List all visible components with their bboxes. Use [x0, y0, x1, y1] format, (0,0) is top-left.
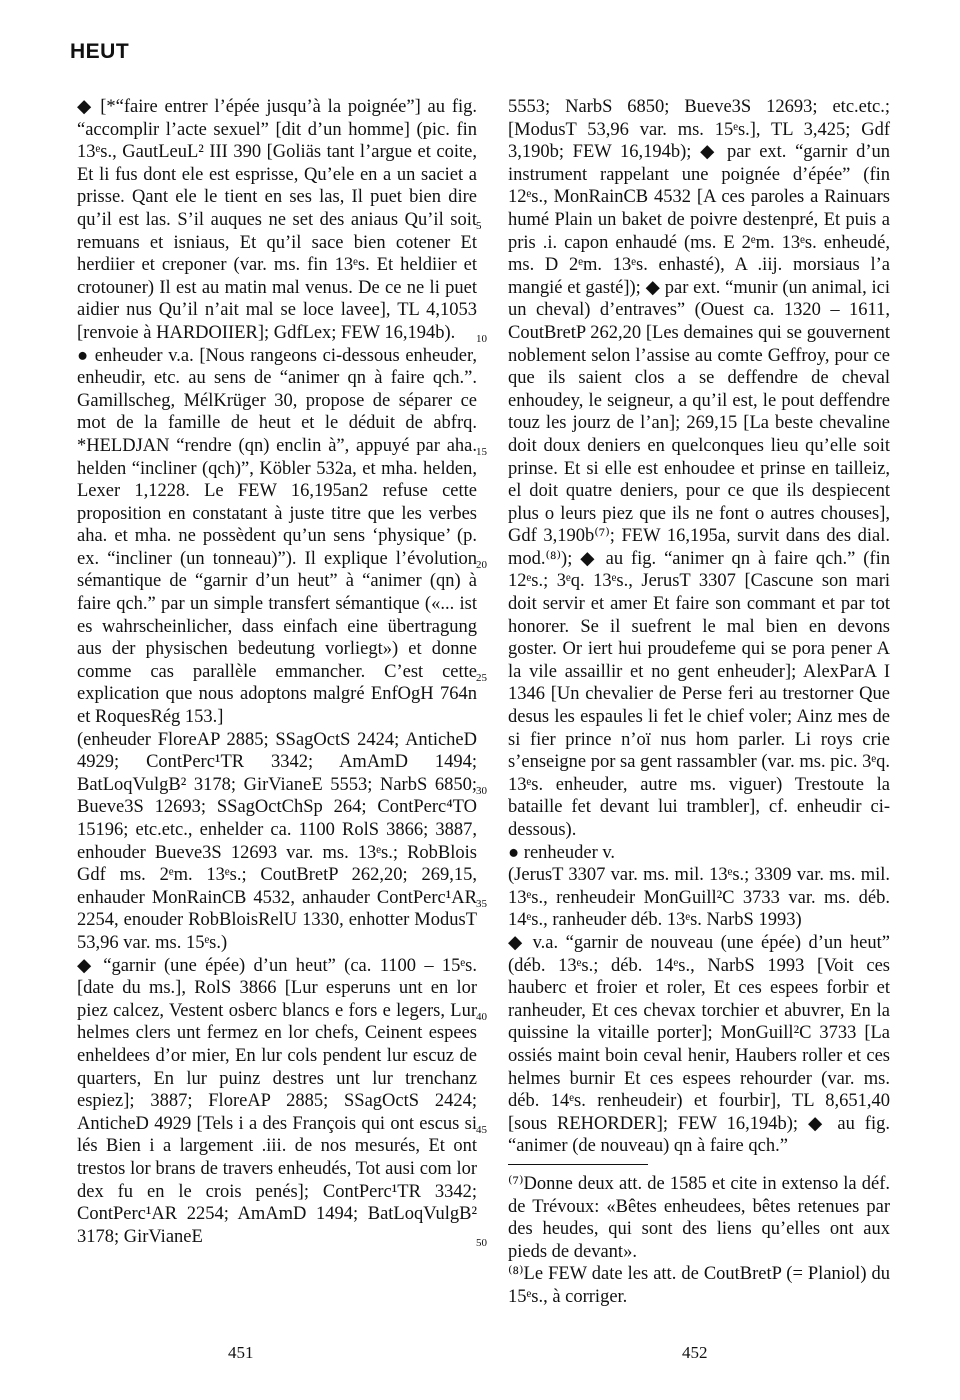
running-head: HEUT: [70, 40, 130, 63]
footnote-7: ⁽⁷⁾Donne deux att. de 1585 et cite in extenso la déf. de Trévoux: «Bêtes enheudees, bêtes retenues par des heudes, qui sont des liens qu’elles ont aux pieds de devant».: [508, 1173, 890, 1262]
footnote-8: ⁽⁸⁾Le FEW date les att. de CoutBretP (= Planiol) du 15ᵉs., à corriger.: [508, 1264, 890, 1307]
footnote-rule: [508, 1164, 648, 1165]
left-paragraph-1: ◆ [*“faire entrer l’épée jusqu’à la poignée”] au fig. “accomplir l’acte sexuel” [dit d’un homme] (pic. fin 13ᵉs., GautLeuL² III 390 [Goliäs tant l’argue et coite, Et li fus dont ele est esprisse, Qu’ele en a un saciet a prisse. Qant ele le tient en ses las, Il puet bien dire qu’il est las. S’il auques ne set des aniaus Qu’il soit remuans et isniaus, Et qu’il sace bien cotener Et herdiier et creponer (var. ms. fin 13ᵉs. Et heldiier et crotouner) Il est au matin mal venus. De ce ne li puet aidier nus Qu’il n’ait mal se loce lavee], TL 4,1053 [renvoie à HARDOIIER]; GdfLex; FEW 16,194b).: [77, 97, 477, 343]
left-paragraph-3: (enheuder FloreAP 2885; SSagOctS 2424; AnticheD 4929; ContPerc¹TR 3342; AmAmD 1494; BatLoqVulgB² 3178; GirVianeE 5553; NarbS 6850; Bueve3S 12693; SSagOctChSp 264; ContPerc⁴TO 15196; etc.etc., enhelder ca. 1100 RolS 3866; 3887, enhouder Bueve3S 12693 var. ms. 13ᵉs.; RobBlois Gdf ms. 2ᵉm. 13ᵉs.; CoutBretP 262,20; 269,15, enhauder MonRainCB 4532, anhauder ContPerc¹AR 2254, enouder RobBloisRelU 1330, enhotter ModusT 53,96 var. ms. 15ᵉs.): [77, 729, 477, 953]
right-paragraph-2: ● renheuder v.: [508, 842, 616, 863]
left-column: [77, 96, 477, 1248]
line-number: 5: [476, 220, 482, 232]
line-number: 15: [476, 446, 487, 458]
line-number: 20: [476, 559, 487, 571]
page-number-left: 451: [228, 1343, 254, 1362]
line-number: 40: [476, 1011, 487, 1023]
left-paragraph-2: ● enheuder v.a. [Nous rangeons ci-dessous enheuder, enheudir, etc. au sens de “animer qn à faire qch.”. Gamillscheg, MélKrüger 30, propose de séparer ce mot de la famille de heut et le déduit de abfrq. *HELDJAN “rendre (qn) enclin à”, appuyé par aha. helden “incliner (qch)”, Köbler 532a, et mha. helden, Lexer 1,1228. Le FEW 16,195an2 refuse cette proposition en constatant à juste titre que les verbes aha. et mha. ne possèdent qu’un sens ‘physique’ (p. ex. “incliner (un tonneau)”). Il explique l’évolution sémantique de “garnir d’un heut” à “animer (qn) à faire qch.” par un simple transfert sémantique («... ist es wahrscheinlicher, dass einfach eine übertragung aus der physischen bedeutung vorliegt») et donne comme cas parallèle emmancher. C’est cette explication que nous adoptons malgré EnfOgH 764n et RoquesRég 153.]: [77, 345, 477, 728]
line-number: 50: [476, 1237, 487, 1249]
right-paragraph-3: (JerusT 3307 var. ms. mil. 13ᵉs.; 3309 var. ms. mil. 13ᵉs., renheudeir MonGuill²C 3733 var. ms. déb. 14ᵉs., ranheuder déb. 13ᵉs. NarbS 1993): [508, 865, 890, 931]
right-column: [508, 96, 890, 1308]
right-paragraph-4: ◆ v.a. “garnir de nouveau (une épée) d’un heut” (déb. 13ᵉs.; déb. 14ᵉs., NarbS 1993 [Voit ces hauberс et froier et roler, Et ces espees forbir et ranheuder, Et ces chevax torchier et abuvrer, En la quissine la vitaille porter]; MonGuill²C 3733 [La ossiés maint boin ceval henir, Haubers roller et ces helmes burnir Et ces espees rehourder (var. ms. déb. 14ᵉs. renheudeir) et fourbir], TL 8,651,40 [sous REHORDER]; FEW 16,194b); ◆ au fig. “animer (de nouveau) qn à faire qch.”: [508, 932, 890, 1157]
line-number: 35: [476, 898, 487, 910]
line-number: 25: [476, 672, 487, 684]
line-number: 10: [476, 333, 487, 345]
page-number-right: 452: [682, 1343, 708, 1362]
line-number: 30: [476, 785, 487, 797]
line-number: 45: [476, 1124, 487, 1136]
right-paragraph-1: 5553; NarbS 6850; Bueve3S 12693; etc.etc.; [ModusT 53,96 var. ms. 15ᵉs.], TL 3,425; Gdf 3,190b; FEW 16,194b); ◆ par ext. “garnir d’un instrument rappelant une poignée d’épée” (fin 12ᵉs., MonRainCB 4532 [A ces paroles a Rainuars humé Plain un baket de poivre destenpré, Et puis a pris .i. capon enhaudé (ms. E 2ᵉm. 13ᵉs. enheudé, ms. D 2ᵉm. 13ᵉs. enhasté), A .iij. morsiaus l’a mangié et gasté]); ◆ par ext. “munir (un animal, ici un cheval) d’entraves” (Ouest ca. 1320 – 1611, CoutBretP 262,20 [Les demaines qui se gouvernent noblement selon l’assise au comte Geffroy, pour ce que ils saient clos a se deffendre de cheval enhoudey, le seigneur, a qu’il est, le pout deffendre touz les jourz de l’an]; 269,15 [La beste chevaline doit doux deniers en quelconques lieu qu’elle soit prinse. Et si elle est enhoudee et prinse en tailleiz, el doit quatre deniers, pour ce que ils despiecent plus o leurs piez que ils ne font o autres chouses], Gdf 3,190b⁽⁷⁾; FEW 16,195a, survit dans des dial. mod.⁽⁸⁾); ◆ au fig. “animer qn à faire qch.” (fin 12ᵉs.; 3ᵉq. 13ᵉs., JerusT 3307 [Cascune son mari doit servir et amer Et faire son commant et par tot honorer. Se il suefrent le mal bien en devons goster. Or iert hui proudefeme qui se pora pener A la vile assaillir et no gent enheuder]; AlexParA I 1346 [Un chevalier de Perse feri au trestorner Que desus les espaules li fet le chief voler; Ainz mes de si fier prince n’oï nus hom parler. Li roys crie s’enseigne por sa gent rassambler (var. ms. pic. 3ᵉq. 13ᵉs. enheuder, autre ms. viguer) Trestoute la bataille fet devant lui trambler], cf. enheudir ci-dessous).: [508, 97, 890, 840]
left-paragraph-4: ◆ “garnir (une épée) d’un heut” (ca. 1100 – 15ᵉs. [date du ms.], RolS 3866 [Lur esperuns unt en lor piez calcez, Vestent osberc blancs e fors e legers, Lur helmes clers unt fermez en lor chefs, Ceinent espees enheldees d’or mier, En lur cols pendent lur escuz de quarters, En lur puinz destres unt lur trenchanz espiez]; 3887; FloreAP 2885; SSagOctS 2424; AnticheD 4929 [Tels i a des François qui ont escus si lés Bien i a largement .iii. de nos mesurés, Et ont trestos lor brans de travers enheudés, Tot ausi com lor dex fu en le crois penés]; ContPerc¹TR 3342; ContPerc¹AR 2254; AmAmD 1494; BatLoqVulgB² 3178; GirVianeE: [77, 955, 477, 1247]
